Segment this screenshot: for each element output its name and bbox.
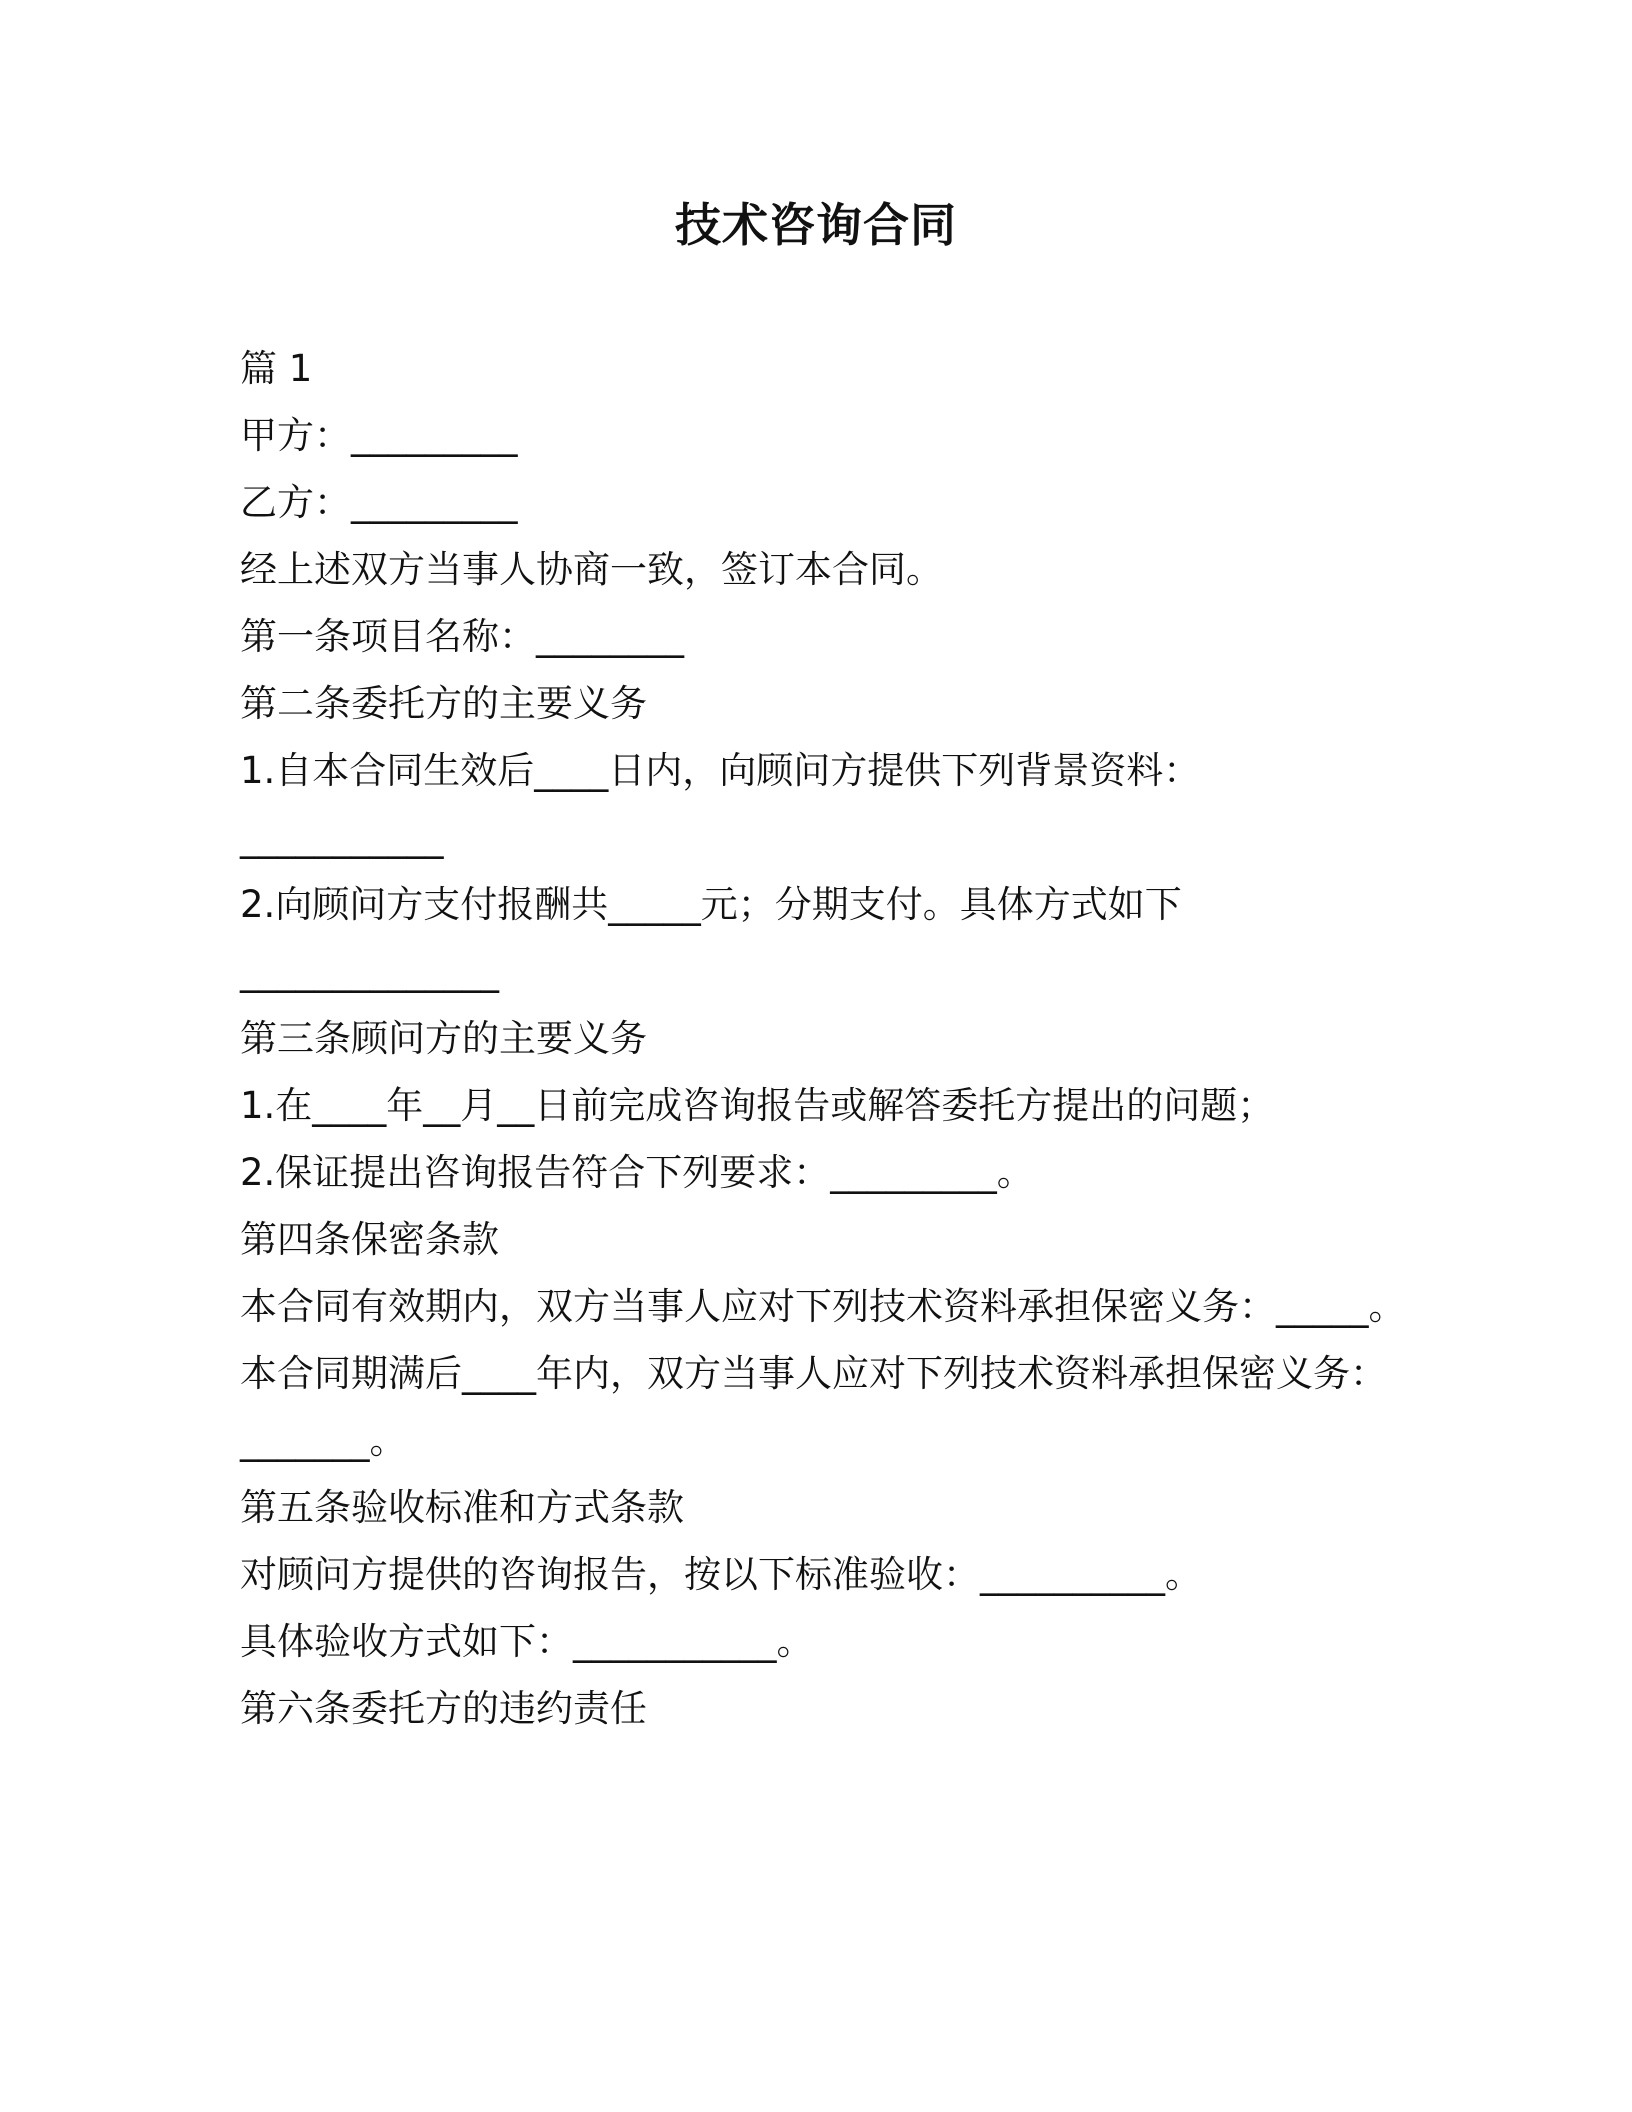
- section-label: 篇 1: [240, 347, 313, 390]
- article-5-heading: 第五条验收标准和方式条款: [240, 1486, 684, 1529]
- preamble-line: 经上述双方当事人协商一致，签订本合同。: [240, 548, 943, 591]
- document-body: [240, 335, 1440, 1742]
- article-4-clause-2-blank: _______。: [240, 1419, 407, 1462]
- article-6-heading: 第六条委托方的违约责任: [240, 1687, 647, 1730]
- article-5-clause-1: 对顾问方提供的咨询报告，按以下标准验收：__________。: [240, 1553, 1202, 1596]
- article-5-clause-2: 具体验收方式如下：___________。: [240, 1620, 814, 1663]
- article-2-heading: 第二条委托方的主要义务: [240, 682, 647, 725]
- article-3-item-2: 2.保证提出咨询报告符合下列要求：_________。: [240, 1151, 1034, 1194]
- article-3-heading: 第三条顾问方的主要义务: [240, 1017, 647, 1060]
- party-a-line: 甲方：_________: [240, 414, 518, 457]
- article-4-clause-2: 本合同期满后____年内，双方当事人应对下列技术资料承担保密义务：: [240, 1352, 1387, 1395]
- document-title: 技术咨询合同: [675, 198, 957, 252]
- article-1-project-name: 第一条项目名称：________: [240, 615, 684, 658]
- party-b-line: 乙方：_________: [240, 481, 518, 524]
- article-2-item-2: 2.向顾问方支付报酬共_____元；分期支付。具体方式如下: [240, 883, 1182, 926]
- article-3-item-1: 1.在____年__月__日前完成咨询报告或解答委托方提出的问题；: [240, 1084, 1275, 1127]
- article-2-item-1-blank: ___________: [240, 816, 444, 859]
- article-4-clause-1: 本合同有效期内，双方当事人应对下列技术资料承担保密义务：_____。: [240, 1285, 1406, 1328]
- article-4-heading: 第四条保密条款: [240, 1218, 499, 1261]
- article-2-item-2-blank: ______________: [240, 950, 499, 993]
- article-2-item-1: 1.自本合同生效后____日内，向顾问方提供下列背景资料：: [240, 749, 1201, 792]
